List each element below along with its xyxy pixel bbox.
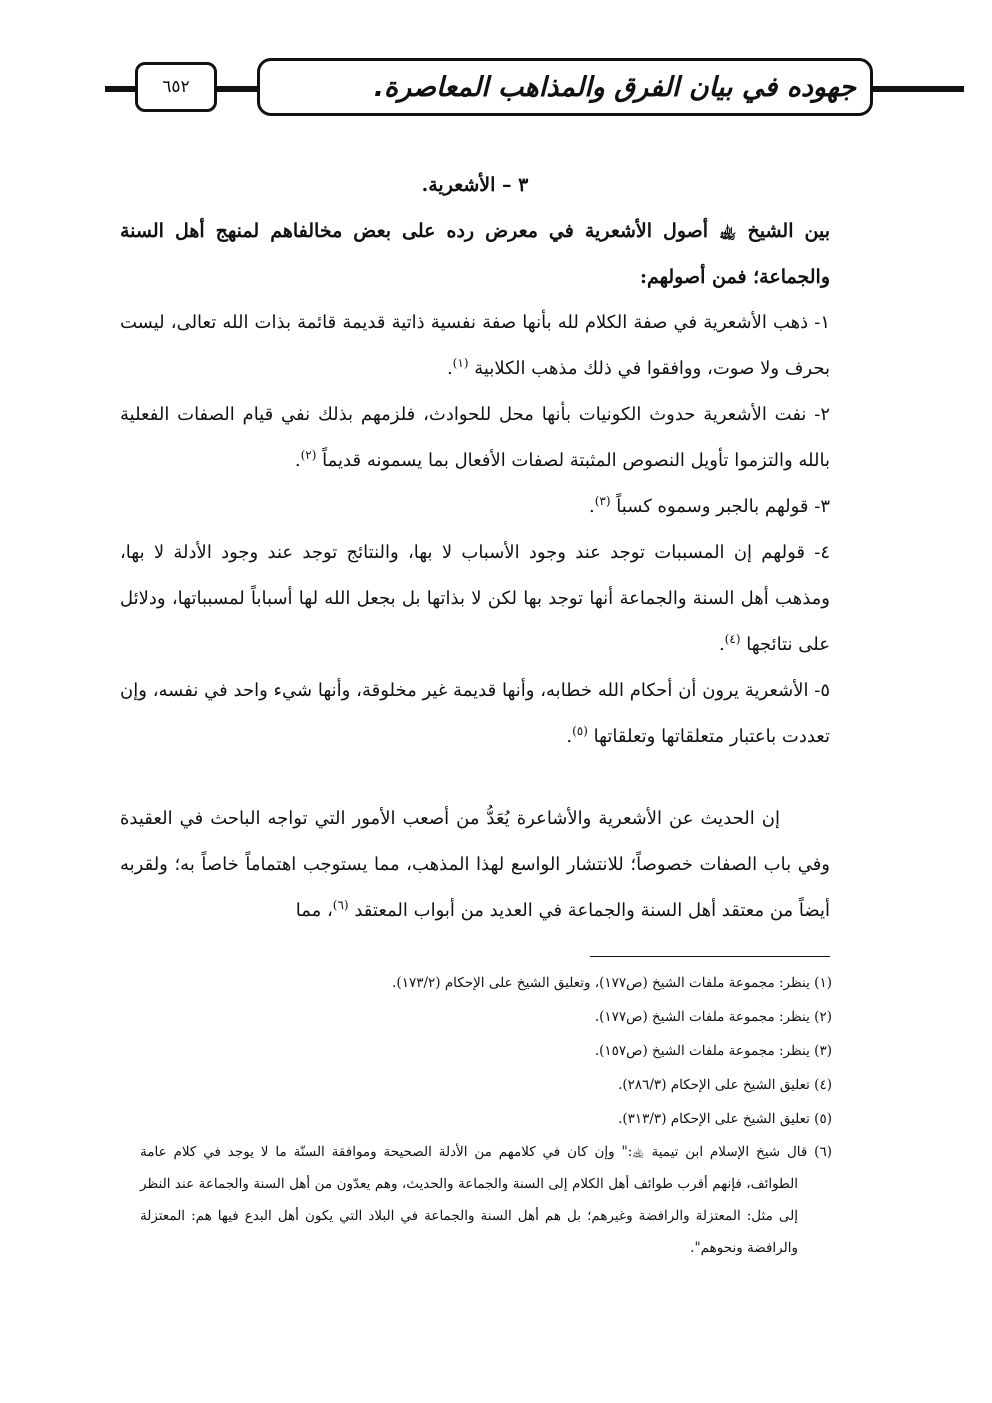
list-item-text: ٥- الأشعرية يرون أن أحكام الله خطابه، وأنها قديمة غير مخلوقة، وأنها شيء واحد في نفسه، وإن تعددت باعتبار متعلقاتها وتعلقاتها (120, 680, 830, 747)
list-item: ١- ذهب الأشعرية في صفة الكلام لله بأنها صفة نفسية ذاتية قديمة قائمة بذات الله تعالى، ليست بحرف ولا صوت، ووافقوا في ذلك مذهب الكلابية $^{(١)}$. (120, 312, 830, 379)
intro-paragraph: بين الشيخ ﵀ أصول الأشعرية في معرض رده على بعض مخالفاهم لمنهج أهل السنة والجماعة؛ فمن أصولهم: (120, 220, 830, 288)
page-number-frame (135, 62, 217, 112)
closing-paragraph (120, 796, 830, 934)
footnote-ref: (٢) (300, 448, 317, 462)
footnote-ref: (٦) (332, 898, 349, 912)
footnote-ref: (٣) (594, 494, 611, 508)
footnote: (٤) تعليق الشيخ على الإحكام (٢٨٦/٣). (618, 1077, 832, 1093)
footnote: (٣) ينظر: مجموعة ملفات الشيخ (ص١٥٧). (594, 1043, 832, 1059)
footnote-ref: (٥) (572, 724, 588, 738)
closing-text: إن الحديث عن الأشعرية والأشاعرة يُعَدُّ من أصعب الأمور التي تواجه الباحث في العقيدة وفي باب الصفات خصوصاً؛ للانتشار الواسع لهذا المذهب، مما يستوجب اهتماماً خاصاً به؛ ولقربه أيضاً من معتقد أهل السنة والجماعة في العديد من أبواب المعتقد (120, 808, 830, 921)
page-number: ٦٥٢ (162, 77, 190, 97)
list-item: ٣- قولهم بالجبر وسموه كسباً $^{(٣)}$. (588, 494, 830, 517)
list-item-text: ١- ذهب الأشعرية في صفة الكلام لله بأنها صفة نفسية ذاتية قديمة قائمة بذات الله تعالى، ليست بحرف ولا صوت، ووافقوا في ذلك مذهب الكلابية (120, 312, 830, 379)
list-item-text: ٢- نفت الأشعرية حدوث الكونيات بأنها محل للحوادث، فلزمهم بذلك نفي قيام الصفات الفعلية بالله والتزموا تأويل النصوص المثبتة لصفات الأفعال بما يسمونه قديماً (120, 404, 830, 471)
footnote-ref: (١) (452, 356, 469, 370)
footnotes (140, 966, 832, 1264)
header-title-frame (257, 58, 873, 116)
list-item-text: ٣- قولهم بالجبر وسموه كسباً (616, 496, 830, 517)
footnote: (٥) تعليق الشيخ على الإحكام (٣١٣/٣). (618, 1111, 832, 1127)
footnote-separator (590, 956, 830, 957)
list-item: ٢- نفت الأشعرية حدوث الكونيات بأنها محل للحوادث، فلزمهم بذلك نفي قيام الصفات الفعلية بالله والتزموا تأويل النصوص المثبتة لصفات الأفعال بما يسمونه قديماً $^{(٢)}$. (120, 404, 830, 471)
main-text (120, 162, 830, 934)
footnote: (٦) قال شيخ الإسلام ابن تيمية ﵀:" وإن كان في كلامهم من الأدلة الصحيحة وموافقة السنّة ما لا يوجد في كلام عامة الطوائف، فإنهم أقرب طوائف أهل الكلام إلى السنة والجماعة والحديث، وهم يعدّون من أهل السنة والجماعة عند النظر إلى مثل: المعتزلة والرافضة وغيرهم؛ بل هم أهل السنة والجماعة في البلاد التي يكون أهل البدع فيها هم: المعتزلة والرافضة ونحوهم". (140, 1144, 832, 1256)
footnote: (٢) ينظر: مجموعة ملفات الشيخ (ص١٧٧). (594, 1009, 832, 1025)
footnote-ref: (٤) (724, 632, 741, 646)
list-item-text: ٤- قولهم إن المسببات توجد عند وجود الأسباب لا بها، والنتائج توجد عند وجود الأدلة لا بها، ومذهب أهل السنة والجماعة أنها توجد بها لكن لا بذاتها بل بجعل الله لها أسباباً لمسبباتها، ودلائل على نتائجها (120, 542, 830, 655)
section-title: ٣ – الأشعرية. (421, 174, 529, 196)
closing-tail: ، مما (295, 900, 333, 921)
list-item: ٤- قولهم إن المسببات توجد عند وجود الأسباب لا بها، والنتائج توجد عند وجود الأدلة لا بها، ومذهب أهل السنة والجماعة أنها توجد بها لكن لا بذاتها بل بجعل الله لها أسباباً لمسبباتها، ودلائل على نتائجها $^{(٤)}$. (120, 542, 830, 655)
running-title: جهوده في بيان الفرق والمذاهب المعاصرة. (373, 71, 856, 103)
list-item: ٥- الأشعرية يرون أن أحكام الله خطابه، وأنها قديمة غير مخلوقة، وأنها شيء واحد في نفسه، وإن تعددت باعتبار متعلقاتها وتعلقاتها $^{(٥)}$. (120, 680, 830, 747)
footnote: (١) ينظر: مجموعة ملفات الشيخ (ص١٧٧)، وتعليق الشيخ على الإحكام (١٧٣/٢). (392, 975, 832, 991)
